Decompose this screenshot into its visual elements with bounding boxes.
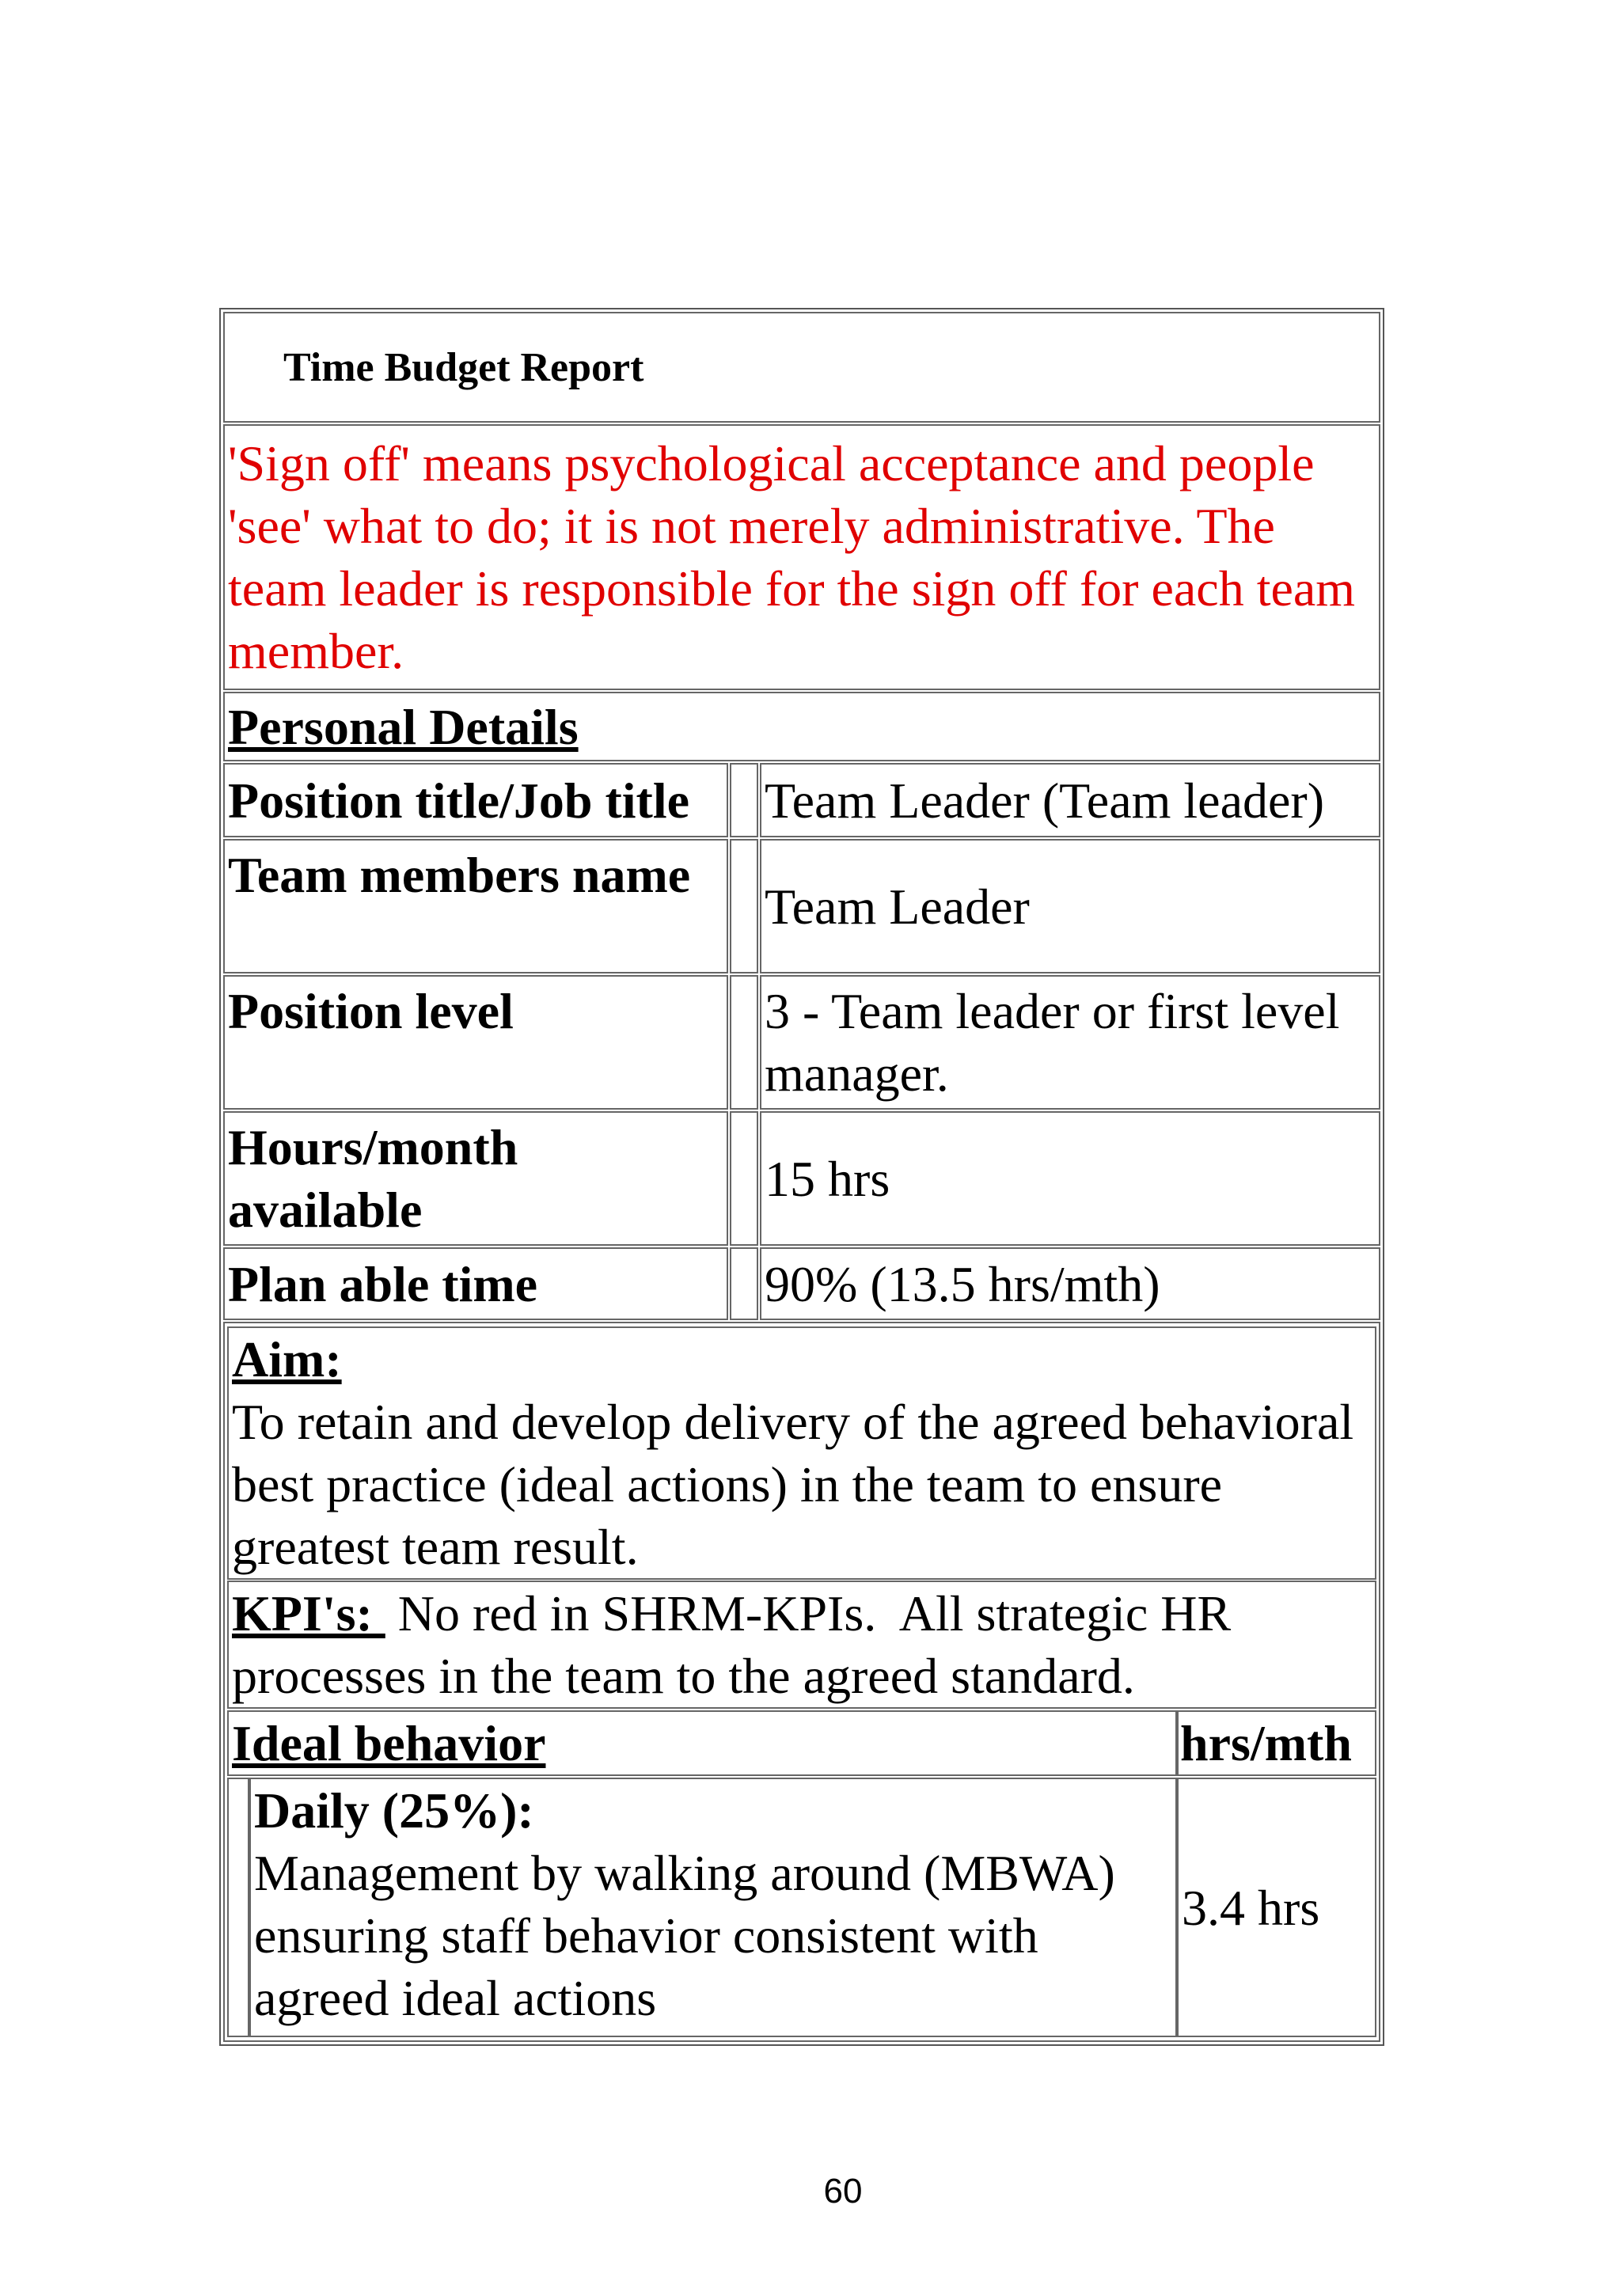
details-row-position-title xyxy=(222,762,1381,838)
personal-details-heading: Personal Details xyxy=(223,692,1380,761)
kpi-label: KPI's: xyxy=(232,1585,385,1641)
details-value: 3 - Team leader or first level manager. xyxy=(760,975,1380,1110)
details-value: 15 hrs xyxy=(760,1111,1380,1246)
details-spacer xyxy=(730,1247,758,1320)
details-row-hours xyxy=(222,1110,1381,1247)
daily-title: Daily (25%): xyxy=(254,1782,534,1839)
details-spacer xyxy=(730,839,758,973)
report-table xyxy=(219,308,1384,2046)
details-label: Plan able time xyxy=(223,1247,728,1320)
sign-off-note: 'Sign off' means psychological acceptance and people 'see' what to do; it is not merely administrative. The team leader is responsible for the sign off for each team member. xyxy=(223,424,1380,690)
details-row-plan-able xyxy=(222,1247,1381,1321)
daily-behavior xyxy=(249,1778,1177,2037)
indent-cell xyxy=(227,1778,249,2037)
ideal-behavior-row xyxy=(227,1777,1376,2038)
page-number: 60 xyxy=(823,2172,863,2211)
details-value: Team Leader (Team leader) xyxy=(760,763,1380,837)
details-row-position-level xyxy=(222,974,1381,1110)
details-label: Team members name xyxy=(223,839,728,973)
aim-kpi-section xyxy=(223,1322,1380,2042)
aim-block xyxy=(227,1326,1376,1580)
kpi-block xyxy=(227,1581,1376,1709)
daily-text: Management by walking around (MBWA) ensuring staff behavior consistent with agreed ideal actions xyxy=(254,1845,1115,2026)
aim-label: Aim: xyxy=(232,1331,342,1387)
details-label: Position title/Job title xyxy=(223,763,728,837)
details-spacer xyxy=(730,1111,758,1246)
details-row-team-member xyxy=(222,838,1381,974)
daily-hours: 3.4 hrs xyxy=(1177,1778,1376,2037)
time-budget-report xyxy=(219,308,1384,2046)
kpi-text: No red in SHRM-KPIs. All strategic HR processes in the team to the agreed standard. xyxy=(232,1585,1244,1704)
details-value: Team Leader xyxy=(760,839,1380,973)
hrs-mth-heading: hrs/mth xyxy=(1177,1710,1376,1776)
report-title: Time Budget Report xyxy=(223,312,1380,423)
details-value: 90% (13.5 hrs/mth) xyxy=(760,1247,1380,1320)
details-spacer xyxy=(730,975,758,1110)
details-spacer xyxy=(730,763,758,837)
details-label: Position level xyxy=(223,975,728,1110)
details-label: Hours/month available xyxy=(223,1111,728,1246)
ideal-behavior-header xyxy=(227,1710,1376,1777)
aim-text: To retain and develop delivery of the agreed behavioral best practice (ideal actions) in the team to ensure greatest team result. xyxy=(232,1394,1354,1575)
ideal-behavior-heading: Ideal behavior xyxy=(227,1710,1177,1776)
